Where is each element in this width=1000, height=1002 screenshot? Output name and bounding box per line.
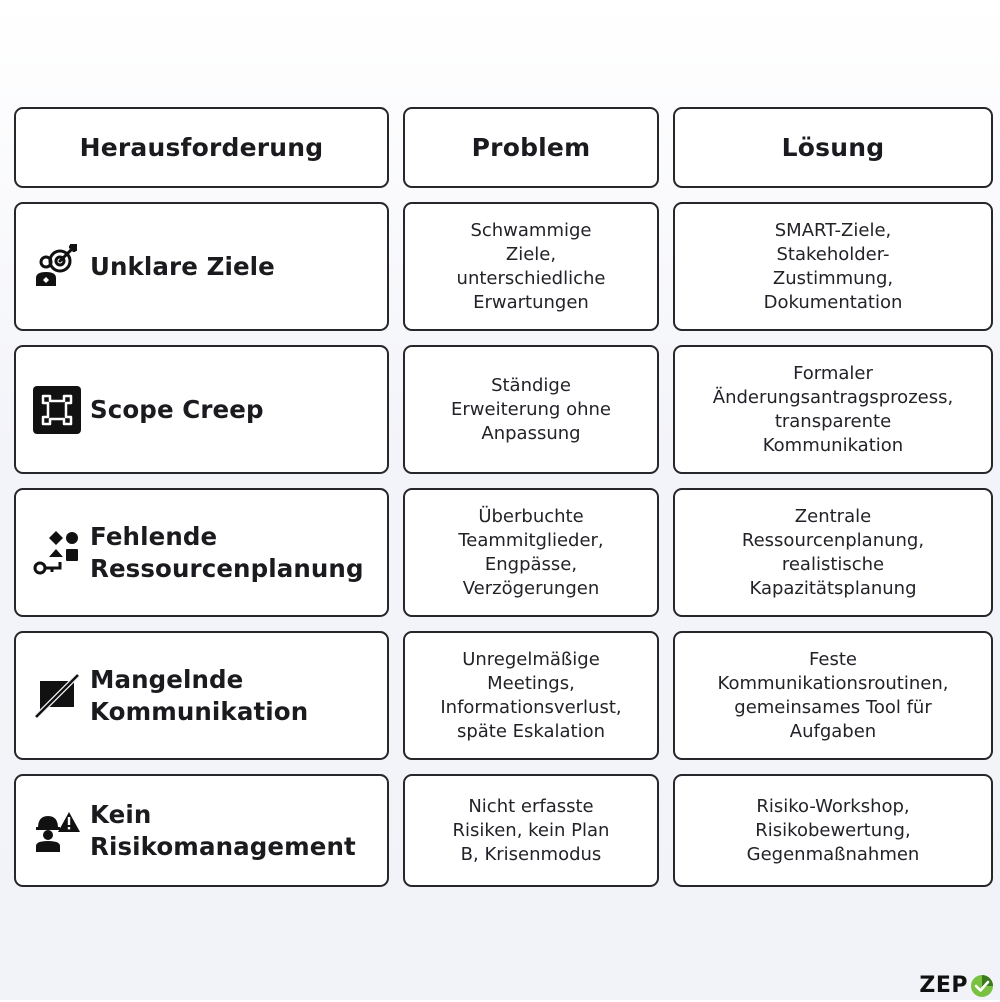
solution-cell-ressourcenplanung (673, 488, 993, 617)
challenge-label: Kein Risikomanagement (90, 799, 356, 861)
zep-logo (919, 973, 994, 998)
challenge-cell-ressourcenplanung (14, 488, 389, 617)
solution-cell-risikomanagement (673, 774, 993, 887)
solution-text: SMART-Ziele, Stakeholder- Zustimmung, Dokumentation (763, 219, 903, 313)
header-solution (673, 107, 993, 188)
challenge-label: Mangelnde Kommunikation (90, 664, 309, 726)
problem-text: Überbuchte Teammitglieder, Engpässe, Verzögerungen (458, 505, 604, 599)
scope-frame-icon (32, 385, 82, 435)
solution-text: Formaler Änderungsantragsprozess, transparente Kommunikation (712, 362, 954, 456)
problem-cell-scope-creep (403, 345, 659, 474)
worker-warning-icon (32, 806, 82, 856)
target-person-icon (32, 242, 82, 292)
header-challenge-label: Herausforderung (79, 133, 324, 162)
solution-cell-kommunikation (673, 631, 993, 760)
problem-text: Schwammige Ziele, unterschiedliche Erwartungen (456, 219, 606, 313)
header-challenge (14, 107, 389, 188)
challenge-cell-kommunikation (14, 631, 389, 760)
challenge-label: Scope Creep (90, 394, 264, 424)
logo-text: ZEP (919, 973, 968, 998)
problem-text: Nicht erfasste Risiken, kein Plan B, Krisenmodus (452, 795, 610, 865)
challenge-cell-scope-creep (14, 345, 389, 474)
problem-cell-kommunikation (403, 631, 659, 760)
resources-shapes-icon (32, 528, 82, 578)
solution-cell-unklare-ziele (673, 202, 993, 331)
problem-cell-risikomanagement (403, 774, 659, 887)
header-solution-label: Lösung (781, 133, 885, 162)
problem-text: Unregelmäßige Meetings, Informationsverlust, späte Eskalation (440, 648, 622, 742)
solution-cell-scope-creep (673, 345, 993, 474)
solution-text: Risiko-Workshop, Risikobewertung, Gegenmaßnahmen (746, 795, 920, 865)
message-off-icon (32, 671, 82, 721)
challenge-cell-unklare-ziele (14, 202, 389, 331)
header-problem (403, 107, 659, 188)
check-badge-icon (970, 974, 994, 998)
challenge-label: Unklare Ziele (90, 251, 275, 281)
header-problem-label: Problem (471, 133, 591, 162)
problem-text: Ständige Erweiterung ohne Anpassung (451, 374, 611, 444)
problem-cell-unklare-ziele (403, 202, 659, 331)
challenge-cell-risikomanagement (14, 774, 389, 887)
solution-text: Zentrale Ressourcenplanung, realistische Kapazitätsplanung (741, 505, 925, 599)
challenge-label: Fehlende Ressourcenplanung (90, 521, 364, 583)
problem-cell-ressourcenplanung (403, 488, 659, 617)
solution-text: Feste Kommunikationsroutinen, gemeinsames Tool für Aufgaben (717, 648, 949, 742)
